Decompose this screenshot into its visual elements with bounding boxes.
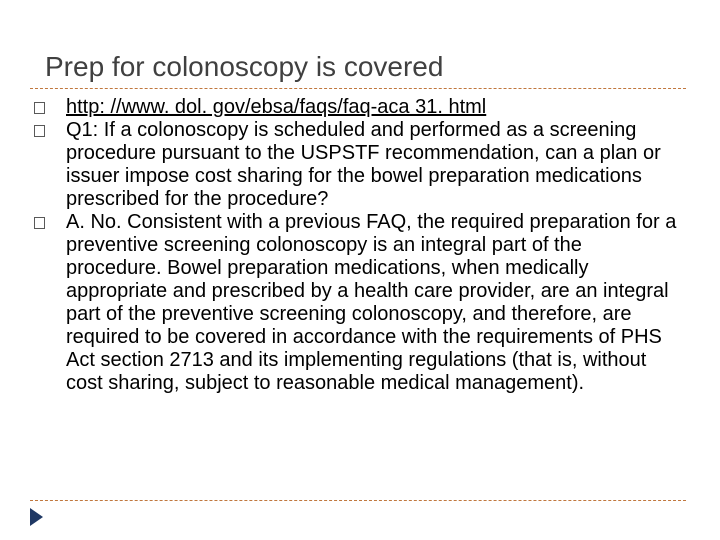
title-divider <box>30 88 686 89</box>
square-bullet-icon <box>34 102 45 114</box>
bullet-list <box>30 96 678 395</box>
bullet-item-answer <box>30 211 678 395</box>
slide-title: Prep for colonoscopy is covered <box>45 51 444 82</box>
answer-text: A. No. Consistent with a previous FAQ, the required preparation for a preventive screening colonoscopy is an integral part of the procedure. Bowel preparation medications, when medically appropriate and prescribed by a health care provider, are an integral part of the preventive screening colonoscopy, and therefore, are required to be covered in accordance with the requirements of PHS Act section 2713 and its implementing regulations (that is, without cost sharing, subject to reasonable medical management). <box>66 211 677 394</box>
square-bullet-icon <box>34 217 45 229</box>
square-bullet-icon <box>34 125 45 137</box>
footer-divider <box>30 500 686 501</box>
question-text: Q1: If a colonoscopy is scheduled and performed as a screening procedure pursuant to the USPSTF recommendation, can a plan or issuer impose cost sharing for the bowel preparation medications prescribed for the procedure? <box>66 119 661 210</box>
faq-link[interactable]: http: //www. dol. gov/ebsa/faqs/faq-aca 31. html <box>66 96 487 118</box>
bullet-item-link <box>30 96 678 119</box>
bullet-item-question <box>30 119 678 211</box>
play-arrow-icon[interactable] <box>30 508 43 526</box>
